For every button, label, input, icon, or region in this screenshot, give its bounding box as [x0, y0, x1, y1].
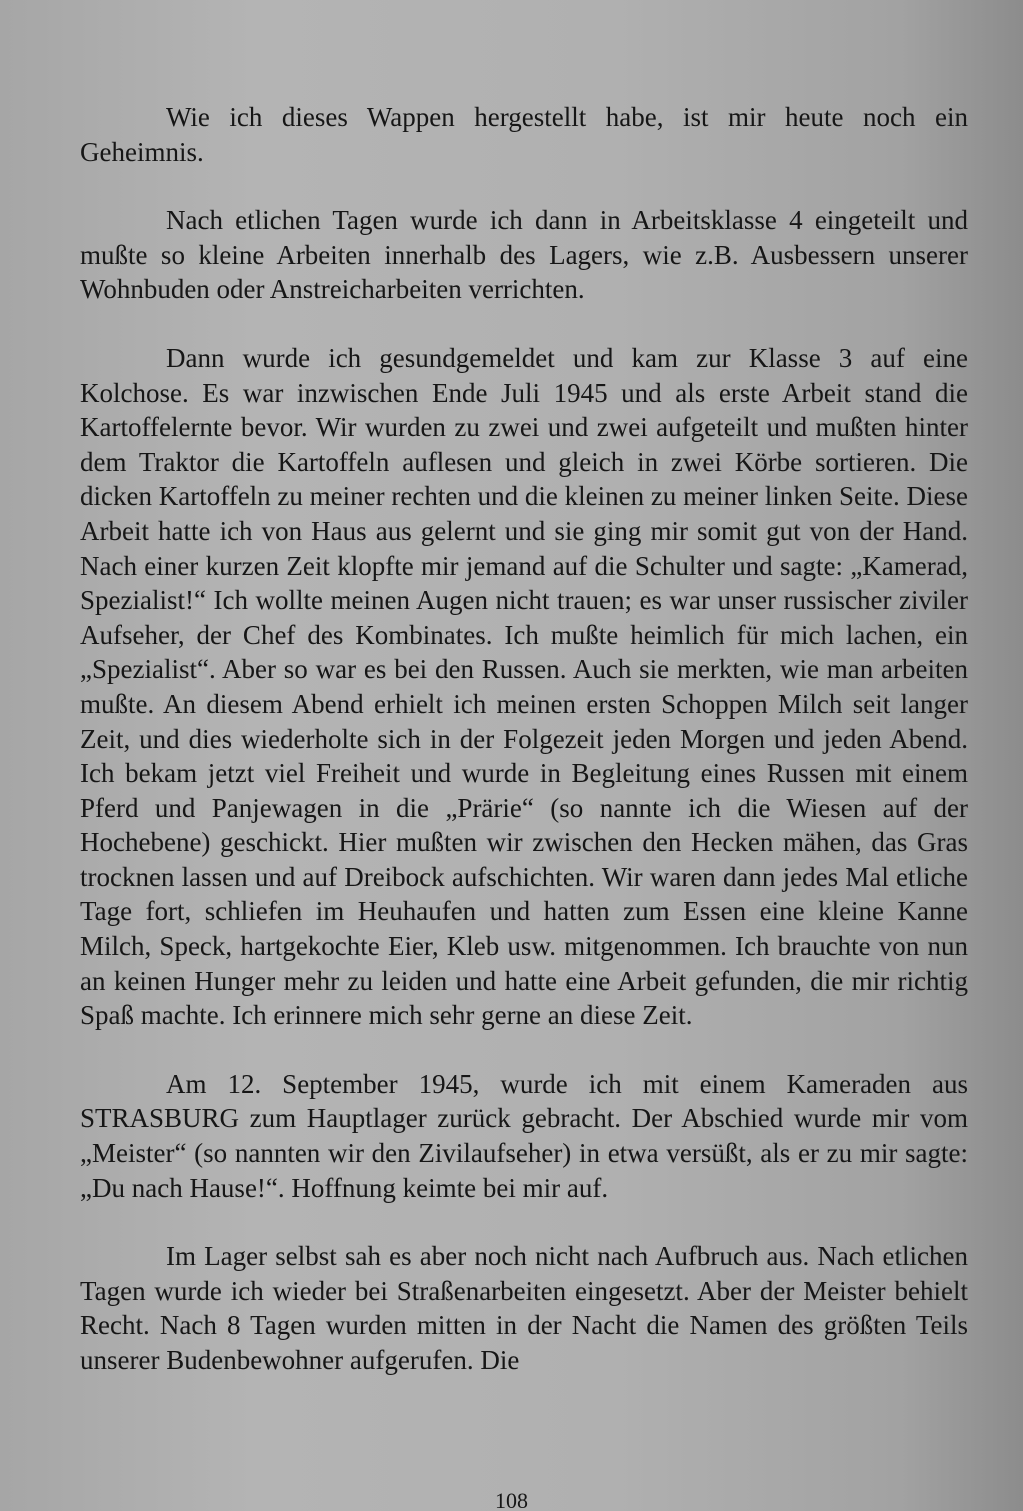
- paragraph-2: Nach etlichen Tagen wurde ich dann in Arbeitsklasse 4 eingeteilt und mußte so kleine Arbeiten innerhalb des Lagers, wie z.B. Ausbessern unserer Wohnbuden oder Anstreicharbeiten verrichten.: [80, 205, 968, 305]
- body-text: [80, 100, 968, 1412]
- paragraph-1: Wie ich dieses Wappen hergestellt habe, ist mir heute noch ein Geheimnis.: [80, 102, 968, 167]
- page-number: 108: [495, 1488, 528, 1511]
- paragraph-3: Dann wurde ich gesundgemeldet und kam zur Klasse 3 auf eine Kolchose. Es war inzwischen Ende Juli 1945 und als erste Arbeit stand die Kartoffelernte bevor. Wir wurden zu zwei und zwei aufgeteilt und mußten hinter dem Traktor die Kartoffeln auflesen und gleich in zwei Körbe sortieren. Die dicken Kartoffeln zu meiner rechten und die kleinen zu meiner linken Seite. Diese Arbeit hatte ich von Haus aus gelernt und sie ging mir somit gut von der Hand. Nach einer kurzen Zeit klopfte mir jemand auf die Schulter und sagte: „Kamerad, Spezialist!“ Ich wollte meinen Augen nicht trauen; es war unser russischer ziviler Aufseher, der Chef des Kombinates. Ich mußte heimlich für mich lachen, ein „Spezialist“. Aber so war es bei den Russen. Auch sie merkten, wie man arbeiten mußte. An diesem Abend erhielt ich meinen ersten Schoppen Milch seit langer Zeit, und dies wiederholte sich in der Folgezeit jeden Morgen und jeden Abend. Ich bekam jetzt viel Freiheit und wurde in Begleitung eines Russen mit einem Pferd und Panjewagen in die „Prärie“ (so nannte ich die Wiesen auf der Hochebene) geschickt. Hier mußten wir zwischen den Hecken mähen, das Gras trocknen lassen und auf Dreibock aufschichten. Wir waren dann jedes Mal etliche Tage fort, schliefen im Heuhaufen und hatten zum Essen eine kleine Kanne Milch, Speck, hartgekochte Eier, Kleb usw. mitgenommen. Ich brauchte von nun an keinen Hunger mehr zu leiden und hatte eine Arbeit gefunden, die mir richtig Spaß machte. Ich erinnere mich sehr gerne an diese Zeit.: [80, 342, 968, 1031]
- paragraph-4: Am 12. September 1945, wurde ich mit einem Kameraden aus STRASBURG zum Hauptlager zurück gebracht. Der Abschied wurde mir vom „Meister“ (so nannten wir den Zivilaufseher) in etwa versüßt, als er zu mir sagte: „Du nach Hause!“. Hoffnung keimte bei mir auf.: [80, 1068, 968, 1203]
- paragraph-5: Im Lager selbst sah es aber noch nicht nach Aufbruch aus. Nach etlichen Tagen wurde ich wieder bei Straßenarbeiten eingesetzt. Aber der Meister behielt Recht. Nach 8 Tagen wurden mitten in der Nacht die Namen des größten Teils unserer Budenbewohner aufgerufen. Die: [80, 1241, 968, 1375]
